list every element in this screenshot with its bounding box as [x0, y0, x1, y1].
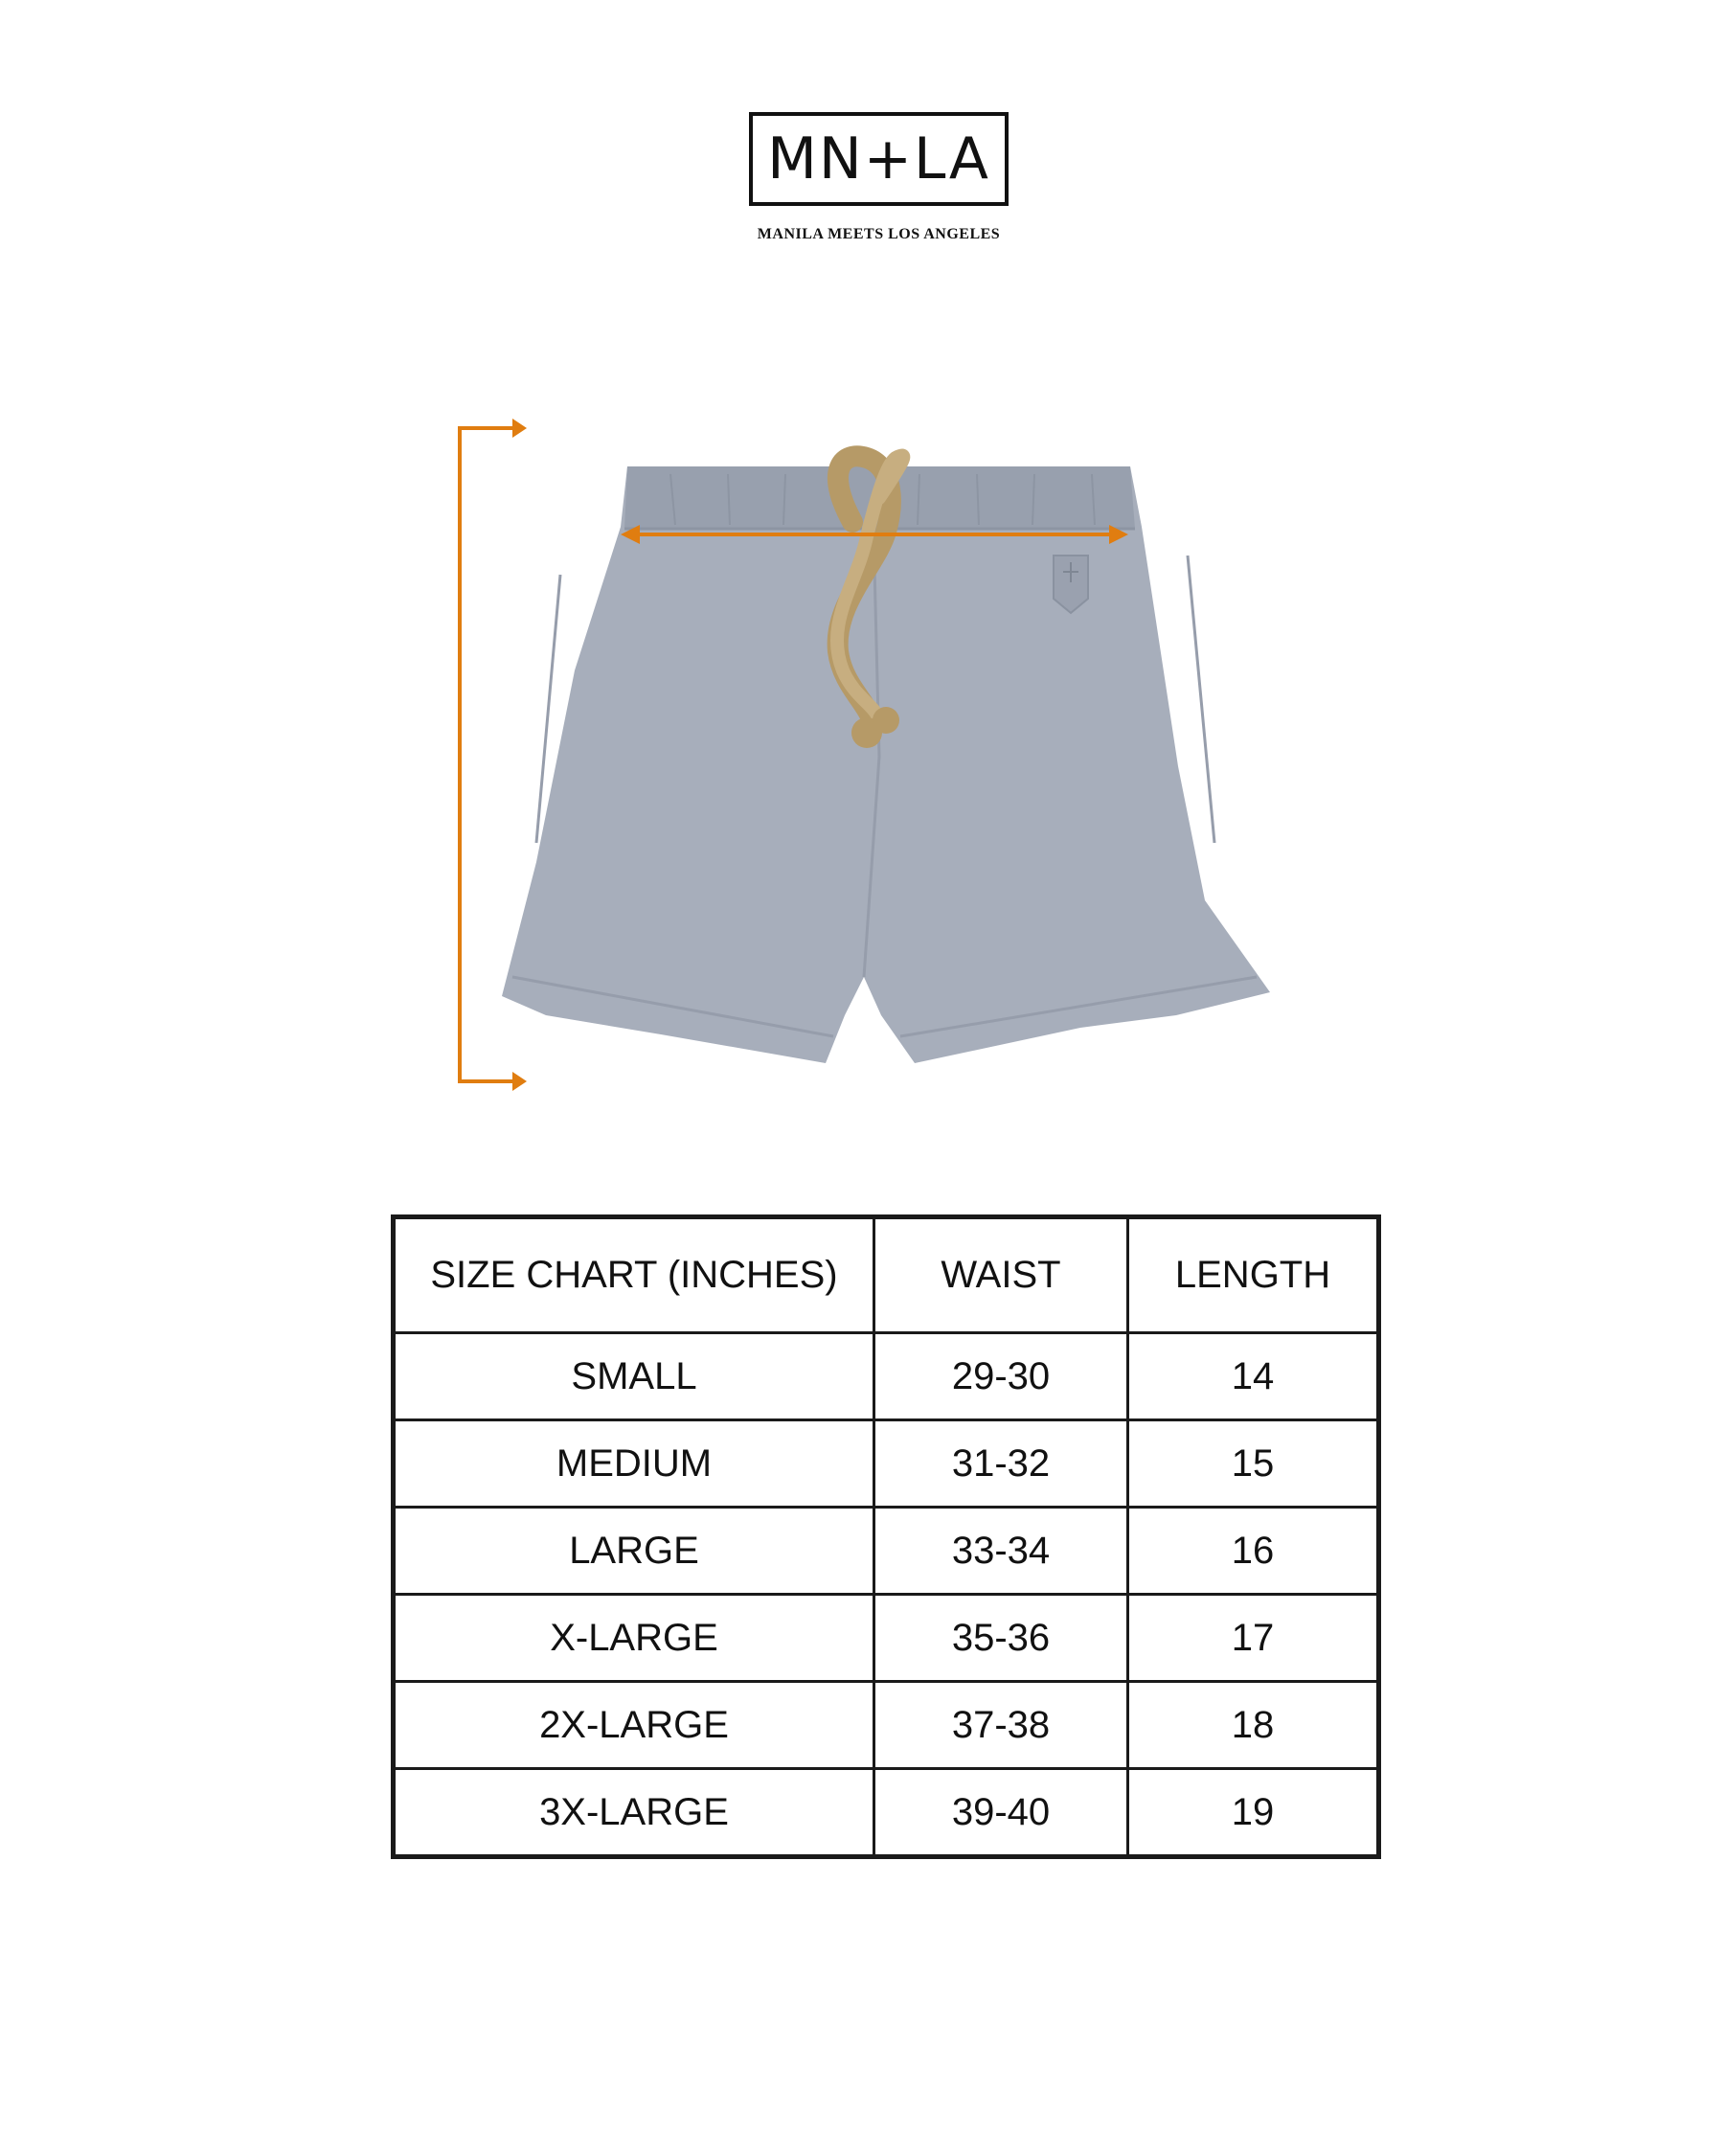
header-waist: WAIST: [874, 1217, 1128, 1333]
table-row: [394, 1420, 1379, 1508]
length-cell: 15: [1128, 1420, 1379, 1508]
size-cell: LARGE: [394, 1508, 874, 1595]
header-length: LENGTH: [1128, 1217, 1379, 1333]
waist-cell: 37-38: [874, 1682, 1128, 1769]
brand-tagline: MANILA MEETS LOS ANGELES: [757, 226, 1001, 242]
length-cell: 17: [1128, 1595, 1379, 1682]
table-row: [394, 1769, 1379, 1857]
length-cell: 18: [1128, 1682, 1379, 1769]
table-header-row: [394, 1217, 1379, 1333]
size-cell: MEDIUM: [394, 1420, 874, 1508]
header-size: SIZE CHART (INCHES): [394, 1217, 874, 1333]
logo-text: MN+LA: [767, 125, 990, 193]
size-cell: 2X-LARGE: [394, 1682, 874, 1769]
size-cell: 3X-LARGE: [394, 1769, 874, 1857]
waist-cell: 29-30: [874, 1333, 1128, 1420]
table-row: [394, 1682, 1379, 1769]
table-row: [394, 1508, 1379, 1595]
waist-cell: 33-34: [874, 1508, 1128, 1595]
table-row: [394, 1595, 1379, 1682]
length-cell: 19: [1128, 1769, 1379, 1857]
waist-cell: 39-40: [874, 1769, 1128, 1857]
size-chart-table: [391, 1214, 1381, 1859]
size-cell: X-LARGE: [394, 1595, 874, 1682]
table-row: [394, 1333, 1379, 1420]
length-cell: 14: [1128, 1333, 1379, 1420]
length-cell: 16: [1128, 1508, 1379, 1595]
size-cell: SMALL: [394, 1333, 874, 1420]
waist-cell: 35-36: [874, 1595, 1128, 1682]
length-measure-arrow: [460, 428, 512, 1081]
waist-cell: 31-32: [874, 1420, 1128, 1508]
